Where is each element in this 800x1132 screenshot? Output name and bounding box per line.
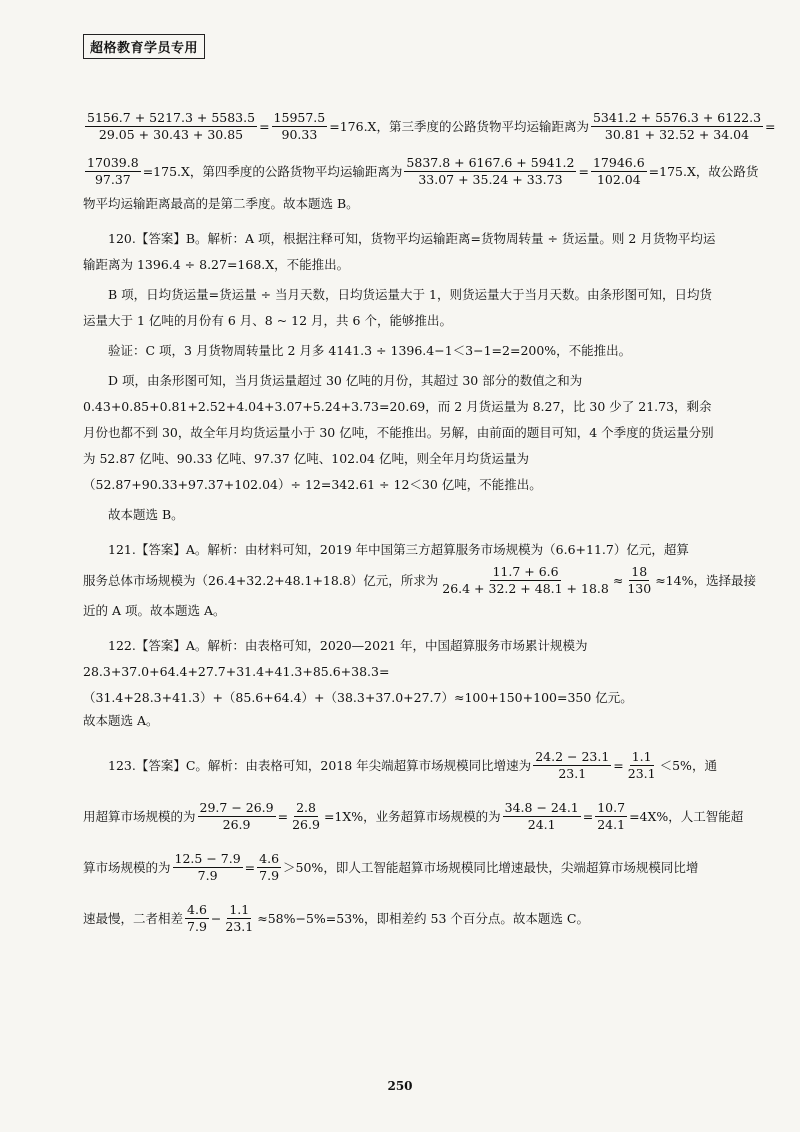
fraction: $\frac{10.7}{24.1}$ [597,800,626,832]
solution-content [83,110,776,935]
line-q119-2: $\frac{17039.8}{97.37}$ =175.X，第四季度的公路货物平均运输距离为 $\frac{5837.8 + 6167.6 + 5941.2}{33.07 + 35.24 + 33.73}$ = $\frac{17946.6}{102.04}$ =175.X，故公路货 [87,155,759,187]
q123-line-3: 算市场规模的为 $\frac{12.5 - 7.9}{7.9}$ = $\frac{4.6}{7.9}$ ＞50%，即人工智能超算市场规模同比增速最快，尖端超算市场规模同比增 [83,851,699,883]
fraction: $\frac{2.8}{26.9}$ [292,800,320,832]
q121-para-1: 121.【答案】A。解析：由材料可知，2019 年中国第三方超算服务市场规模为（6.6+11.7）亿元，超算 [108,542,689,557]
line-q119-1: $\frac{5156.7 + 5217.3 + 5583.5}{29.05 + 30.43 + 30.85}$ = $\frac{15957.5}{90.33}$ =176.X，第三季度的公路货物平均运输距离为 $\frac{5341.2 + 5576.3 + 6122.3}{30.81 + 32.52 + 34.04}$ = [87,110,776,142]
q120-para-4: D 项，由条形图可知，当月货运量超过 30 亿吨的月份，其超过 30 部分的数值之和为 0.43+0.85+0.81+2.52+4.04+3.07+5.24+3.73=20.69，而 2 月货运量为 8.27，比 30 少了 21.73，剩余月份也都不到 30，故全年月均货运量小于 30 亿吨，不能推出。另解，由前面的题目可知，4 个季度的货运量分别为 52.87 亿吨、90.33 亿吨、97.37 亿吨、102.04 亿吨，则全年月均货运量为（52.87+90.33+97.37+102.04）÷ 12=342.61 ÷ 12＜30 亿吨，不能推出。 [83,373,714,492]
fraction: $\frac{12.5 - 7.9}{7.9}$ [174,851,241,883]
header-label: 超格教育学员专用 [83,34,205,59]
q123-line-4: 速最慢，二者相差 $\frac{4.6}{7.9}$ − $\frac{1.1}{23.1}$ ≈58%−5%=53%，即相差约 53 个百分点。故本题选 C。 [83,902,589,934]
fraction: $\frac{24.2 - 23.1}{23.1}$ [535,749,610,781]
fraction: $\frac{1.1}{23.1}$ [225,902,254,934]
q121-line-3: 近的 A 项。故本题选 A。 [83,603,226,618]
q123-line-1: 123.【答案】C。解析：由表格可知，2018 年尖端超算市场规模同比增速为 $\frac{24.2 - 23.1}{23.1}$ = $\frac{1.1}{23.1}$ ＜5%，通 [108,749,717,781]
fraction: $\frac{15957.5}{90.33}$ [273,110,326,142]
fraction: $\frac{17039.8}{97.37}$ [87,155,139,187]
fraction: $\frac{34.8 - 24.1}{24.1}$ [504,800,579,832]
q121-line-2: 服务总体市场规模为（26.4+32.2+48.1+18.8）亿元，所求为 $\frac{11.7 + 6.6}{26.4 + 32.2 + 48.1 + 18.8}$ ≈ $\frac{18}{130}$ ≈14%，选择最接 [83,564,756,596]
q123-line-2: 用超算市场规模的为 $\frac{29.7 - 26.9}{26.9}$ = $\frac{2.8}{26.9}$ =1X%，业务超算市场规模的为 $\frac{34.8 - 24.1}{24.1}$ = $\frac{10.7}{24.1}$ =4X%，人工智能超 [83,800,744,832]
fraction: $\frac{5837.8 + 6167.6 + 5941.2}{33.07 + 35.24 + 33.73}$ [406,155,575,187]
q122-para-2: 故本题选 A。 [83,713,159,728]
fraction: $\frac{4.6}{7.9}$ [259,851,280,883]
fraction: $\frac{4.6}{7.9}$ [187,902,207,934]
q120-para-2: B 项，日均货运量=货运量 ÷ 当月天数，日均货运量大于 1，则货运量大于当月天数。由条形图可知，日均货运量大于 1 亿吨的月份有 6 月、8 ~ 12 月，共 6 个，能够推出。 [83,287,712,328]
q122-para-1: 122.【答案】A。解析：由表格可知，2020—2021 年，中国超算服务市场累计规模为 28.3+37.0+64.4+27.7+31.4+41.3+85.6+38.3=（31.4+28.3+41.3）+（85.6+64.4）+（38.3+37.0+27.7）≈100+150+100=350 亿元。 [83,638,633,705]
q120-para-5: 故本题选 B。 [108,507,184,522]
q120-para-3: 验证：C 项，3 月货物周转量比 2 月多 4141.3 ÷ 1396.4−1＜3−1=2=200%，不能推出。 [108,343,632,358]
q120-para-1: 120.【答案】B。解析：A 项，根据注释可知，货物平均运输距离=货物周转量 ÷ 货运量。则 2 月货物平均运输距离为 1396.4 ÷ 8.27=168.X，不能推出。 [83,231,716,272]
fraction: $\frac{1.1}{23.1}$ [627,749,656,781]
page-number: 250 [387,1079,413,1093]
fraction: $\frac{11.7 + 6.6}{26.4 + 32.2 + 48.1 + 18.8}$ [442,564,609,596]
line-q119-3: 物平均运输距离最高的是第二季度。故本题选 B。 [83,196,359,211]
fraction: $\frac{5341.2 + 5576.3 + 6122.3}{30.81 + 32.52 + 34.04}$ [592,110,762,142]
fraction: $\frac{5156.7 + 5217.3 + 5583.5}{29.05 + 30.43 + 30.85}$ [87,110,256,142]
fraction: $\frac{17946.6}{102.04}$ [592,155,645,187]
fraction: $\frac{18}{130}$ [627,564,652,596]
fraction: $\frac{29.7 - 26.9}{26.9}$ [199,800,274,832]
